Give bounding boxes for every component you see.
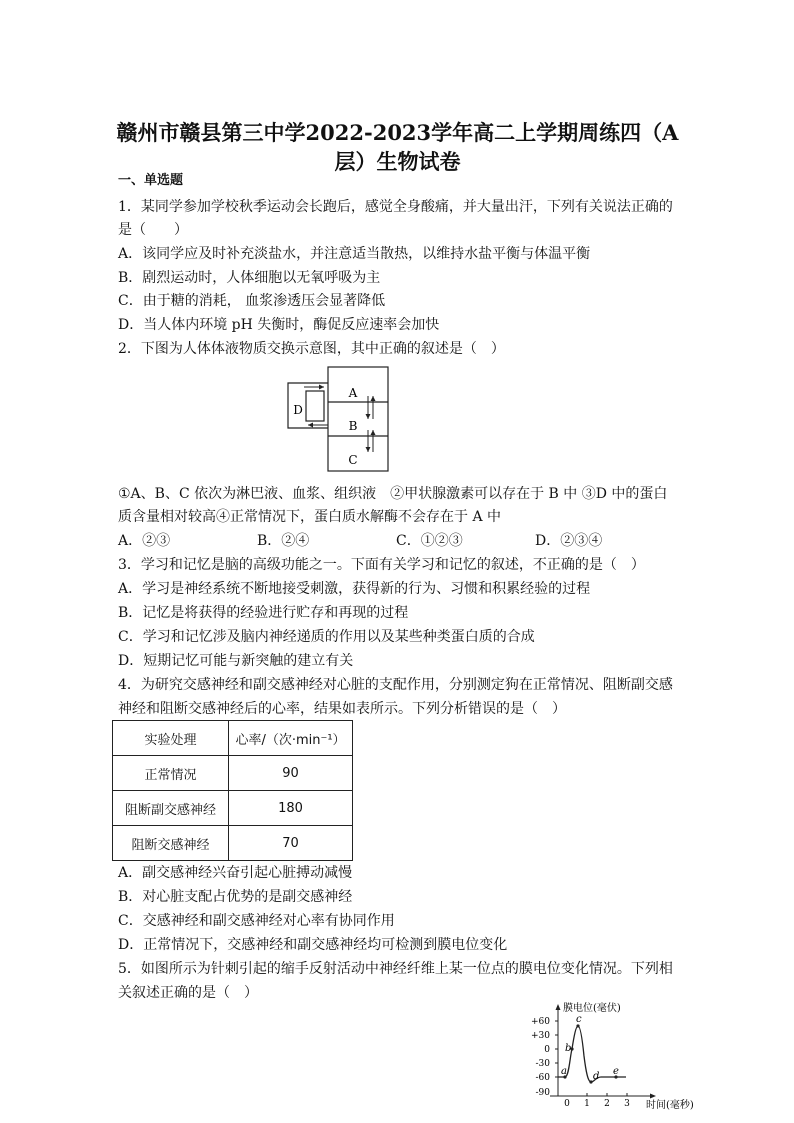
q2-statements-line-1: ①A、B、C 依次为淋巴液、血浆、组织液 ②甲状腺激素可以存在于 B 中 ③D 中的蛋白 [118,486,668,502]
label-c: C [348,453,358,467]
q4-option-c: C．交感神经和副交感神经对心率有协同作用 [118,913,395,929]
x-tick-label: 3 [624,1099,630,1109]
q2-option-c: C．①②③ [396,533,463,549]
y-tick-label: +60 [531,1017,550,1027]
table-cell: 180 [229,791,353,826]
q3-option-b: B．记忆是将获得的经验进行贮存和再现的过程 [118,605,409,621]
graph-ylabel: 膜电位(毫伏) [563,1003,621,1014]
label-b: B [348,419,358,433]
point-label-e: e [613,1066,619,1077]
table-cell: 阻断交感神经 [113,826,229,861]
y-tick-label: -60 [535,1073,550,1083]
q2-option-b: B．②④ [257,533,310,549]
q5-stem-line-1: 5．如图所示为针刺引起的缩手反射活动中神经纤维上某一位点的膜电位变化情况。下列相 [118,961,673,977]
point-label-a: a [561,1066,567,1077]
q5-stem-line-2: 关叙述正确的是（ ） [118,985,258,1001]
body-fluid-exchange-diagram [284,366,394,476]
table-row [113,756,353,791]
table-cell: 阻断副交感神经 [113,791,229,826]
q1-option-a: A．该同学应及时补充淡盐水，并注意适当散热，以维持水盐平衡与体温平衡 [118,246,591,262]
q1-stem-line-1: 1．某同学参加学校秋季运动会长跑后，感觉全身酸痛，并大量出汗，下列有关说法正确的 [118,199,673,215]
label-d: D [293,403,303,417]
point-label-d: d [593,1071,600,1082]
q2-statements-line-2: 质含量相对较高④正常情况下，蛋白质水解酶不会存在于 A 中 [118,509,502,525]
q1-option-d: D．当人体内环境 pH 失衡时，酶促反应速率会加快 [118,317,440,333]
q4-stem-line-1: 4．为研究交感神经和副交感神经对心脏的支配作用，分别测定狗在正常情况、阻断副交感 [118,677,673,693]
label-a: A [348,386,358,400]
table-cell: 正常情况 [113,756,229,791]
membrane-potential-graph [526,1000,696,1112]
q3-option-d: D．短期记忆可能与新突触的建立有关 [118,653,354,669]
graph-xlabel: 时间(毫秒) [646,1100,694,1111]
table-row [113,826,353,861]
x-tick-label: 0 [564,1099,570,1109]
q2-option-a: A．②③ [118,533,171,549]
q3-option-a: A．学习是神经系统不断地接受刺激，获得新的行为、习惯和积累经验的过程 [118,581,591,597]
q4-option-d: D．正常情况下，交感神经和副交感神经均可检测到膜电位变化 [118,937,508,953]
exam-title [110,118,685,176]
q2-stem: 2．下图为人体体液物质交换示意图，其中正确的叙述是（ ） [118,341,505,357]
y-tick-label: 0 [544,1045,550,1055]
q2-option-d: D．②③④ [535,533,603,549]
q1-stem-line-2: 是（ ） [118,222,188,238]
q4-stem-line-2: 神经和阻断交感神经后的心率，结果如表所示。下列分析错误的是（ ） [118,701,566,717]
q3-stem: 3．学习和记忆是脑的高级功能之一。下面有关学习和记忆的叙述，不正确的是（ ） [118,557,645,573]
table-header-row [113,721,353,756]
y-tick-label: -90 [535,1088,550,1098]
q3-option-c: C．学习和记忆涉及脑内神经递质的作用以及某些种类蛋白质的合成 [118,629,535,645]
table-header-cell: 心率/（次·min⁻¹） [229,721,353,756]
title-line-2: 层）生物试卷 [334,149,461,174]
table-row [113,791,353,826]
q1-option-b: B．剧烈运动时，人体细胞以无氧呼吸为主 [118,270,381,286]
y-tick-label: +30 [531,1031,550,1041]
heart-rate-table [112,720,353,861]
point-label-c: c [576,1014,582,1025]
table-header-cell: 实验处理 [113,721,229,756]
q1-option-c: C．由于糖的消耗， 血浆渗透压会显著降低 [118,293,386,309]
table-cell: 70 [229,826,353,861]
table-cell: 90 [229,756,353,791]
section-heading: 一、单选题 [118,173,184,188]
x-tick-label: 2 [604,1099,610,1109]
point-label-b: b [565,1043,572,1054]
y-tick-label: -30 [535,1059,550,1069]
q4-option-a: A．副交感神经兴奋引起心脏搏动减慢 [118,865,353,881]
q4-option-b: B．对心脏支配占优势的是副交感神经 [118,889,353,905]
x-tick-label: 1 [584,1099,590,1109]
title-line-1: 赣州市赣县第三中学2022-2023学年高二上学期周练四（A [116,120,679,145]
